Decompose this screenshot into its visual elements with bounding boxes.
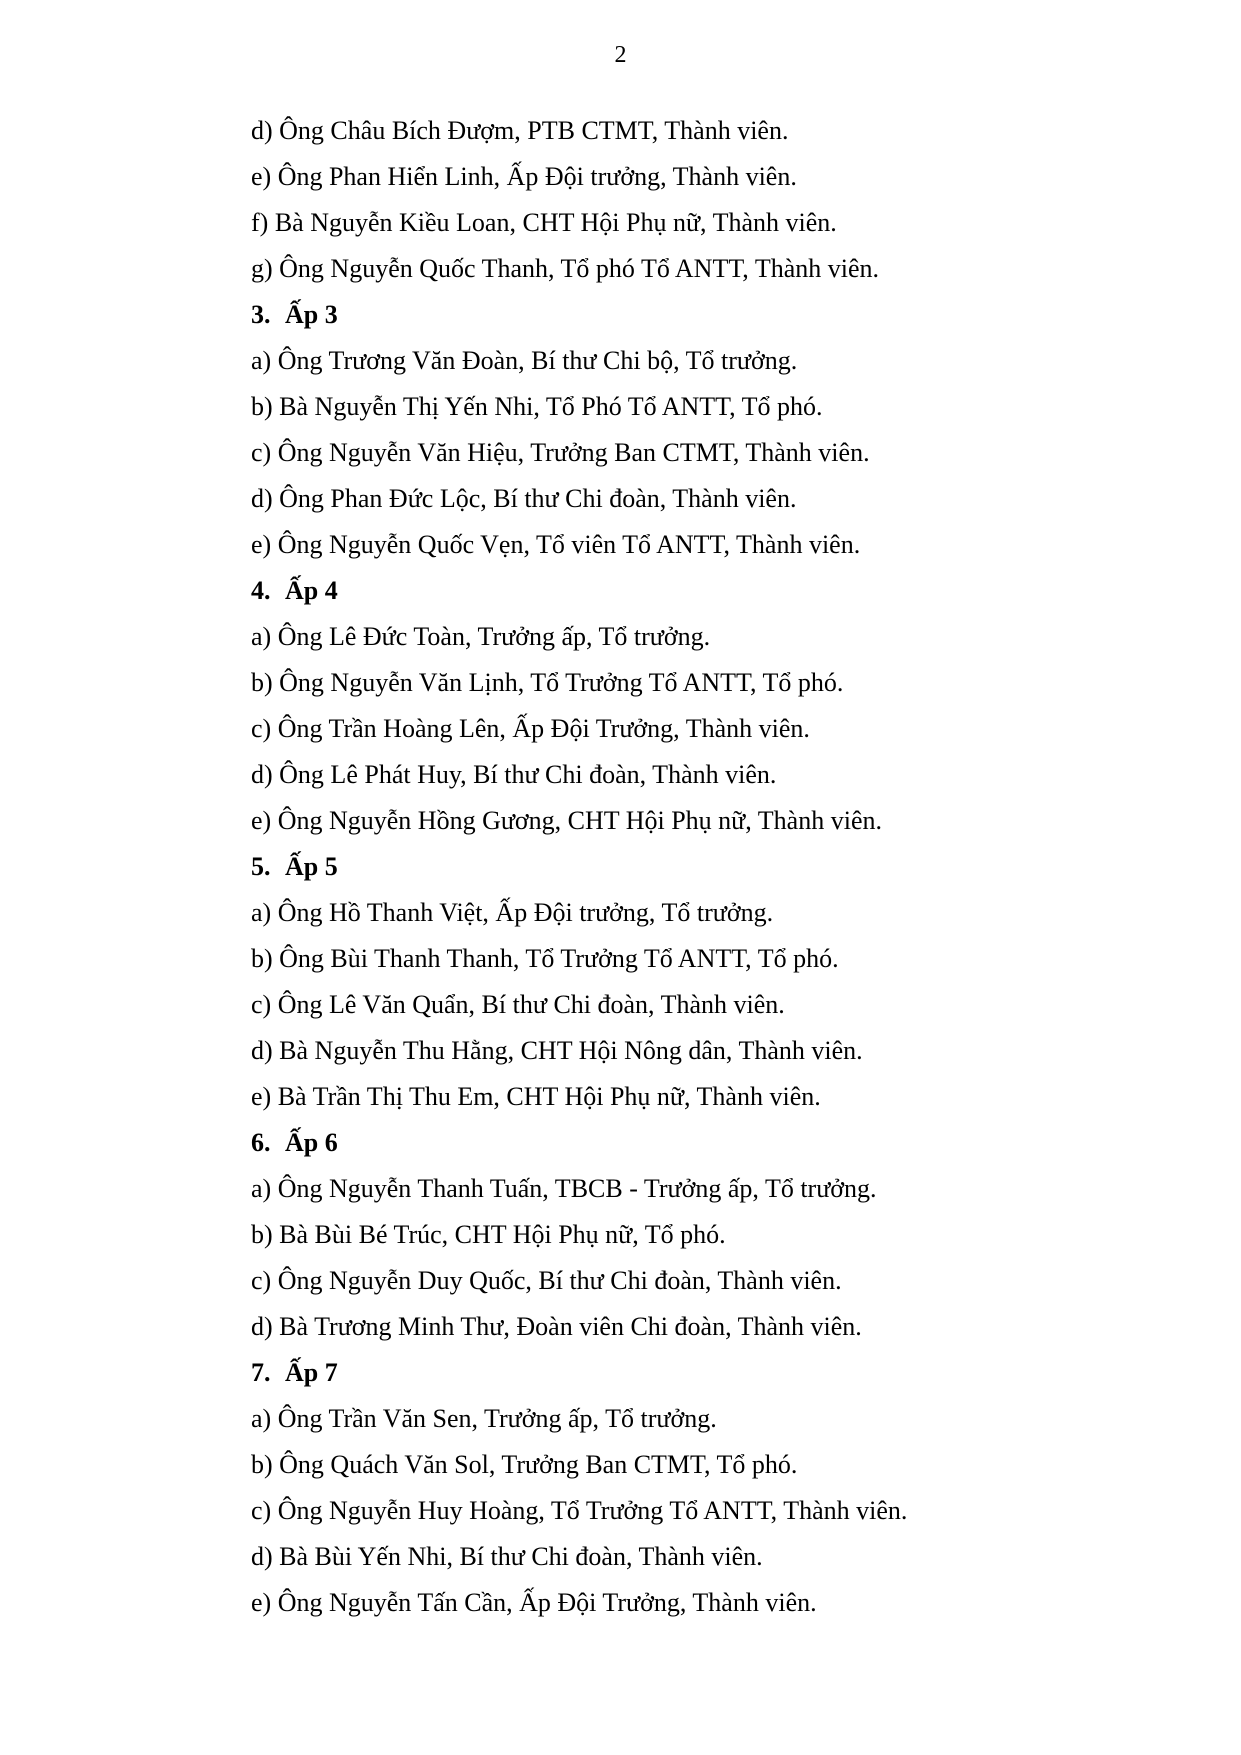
- section-heading: [251, 1128, 1151, 1174]
- list-item: c) Ông Nguyễn Duy Quốc, Bí thư Chi đoàn, Thành viên.: [251, 1266, 842, 1295]
- list-item: b) Bà Bùi Bé Trúc, CHT Hội Phụ nữ, Tổ phó.: [251, 1220, 726, 1249]
- section-heading: [251, 1358, 1151, 1404]
- list-item: c) Ông Nguyễn Huy Hoàng, Tổ Trưởng Tổ ANTT, Thành viên.: [251, 1496, 908, 1525]
- list-item: d) Ông Phan Đức Lộc, Bí thư Chi đoàn, Thành viên.: [251, 484, 797, 513]
- list-item: a) Ông Trương Văn Đoàn, Bí thư Chi bộ, Tổ trưởng.: [251, 346, 798, 375]
- list-item: b) Ông Quách Văn Sol, Trưởng Ban CTMT, Tổ phó.: [251, 1450, 798, 1479]
- list-item: f) Bà Nguyễn Kiều Loan, CHT Hội Phụ nữ, Thành viên.: [251, 208, 837, 237]
- section-number: 5.: [251, 852, 271, 881]
- section-heading: [251, 852, 1151, 898]
- section-title: Ấp 3: [285, 300, 338, 329]
- section-title: Ấp 4: [285, 576, 338, 605]
- list-item: c) Ông Nguyễn Văn Hiệu, Trưởng Ban CTMT, Thành viên.: [251, 438, 870, 467]
- list-item: e) Ông Nguyễn Hồng Gương, CHT Hội Phụ nữ, Thành viên.: [251, 806, 882, 835]
- list-item: c) Ông Trần Hoàng Lên, Ấp Đội Trưởng, Thành viên.: [251, 714, 810, 743]
- list-item: g) Ông Nguyễn Quốc Thanh, Tổ phó Tổ ANTT, Thành viên.: [251, 254, 880, 283]
- list-item: a) Ông Hồ Thanh Việt, Ấp Đội trưởng, Tổ trưởng.: [251, 898, 774, 927]
- list-item: e) Ông Nguyễn Quốc Vẹn, Tổ viên Tổ ANTT, Thành viên.: [251, 530, 861, 559]
- list-item: e) Ông Phan Hiển Linh, Ấp Đội trưởng, Thành viên.: [251, 162, 797, 191]
- section-number: 7.: [251, 1358, 271, 1387]
- section-number: 4.: [251, 576, 271, 605]
- list-item: e) Ông Nguyễn Tấn Cần, Ấp Đội Trưởng, Thành viên.: [251, 1588, 817, 1617]
- section-title: Ấp 5: [285, 852, 338, 881]
- section-title: Ấp 7: [285, 1358, 338, 1387]
- list-item: a) Ông Nguyễn Thanh Tuấn, TBCB - Trưởng ấp, Tổ trưởng.: [251, 1174, 877, 1203]
- list-item: d) Ông Châu Bích Đượm, PTB CTMT, Thành viên.: [251, 116, 789, 145]
- list-item: b) Bà Nguyễn Thị Yến Nhi, Tổ Phó Tổ ANTT, Tổ phó.: [251, 392, 823, 421]
- list-item: d) Bà Trương Minh Thư, Đoàn viên Chi đoàn, Thành viên.: [251, 1312, 862, 1341]
- list-item: e) Bà Trần Thị Thu Em, CHT Hội Phụ nữ, Thành viên.: [251, 1082, 821, 1111]
- section-heading: [251, 300, 1151, 346]
- list-item: d) Ông Lê Phát Huy, Bí thư Chi đoàn, Thành viên.: [251, 760, 777, 789]
- list-item: b) Ông Bùi Thanh Thanh, Tổ Trưởng Tổ ANTT, Tổ phó.: [251, 944, 839, 973]
- page-number: 2: [614, 42, 627, 68]
- section-number: 3.: [251, 300, 271, 329]
- list-item: b) Ông Nguyễn Văn Lịnh, Tổ Trưởng Tổ ANTT, Tổ phó.: [251, 668, 844, 697]
- list-item: d) Bà Nguyễn Thu Hằng, CHT Hội Nông dân, Thành viên.: [251, 1036, 863, 1065]
- section-heading: [251, 576, 1151, 622]
- list-item: a) Ông Lê Đức Toàn, Trưởng ấp, Tổ trưởng.: [251, 622, 711, 651]
- document-body: [251, 116, 1151, 1634]
- section-title: Ấp 6: [285, 1128, 338, 1157]
- list-item: d) Bà Bùi Yến Nhi, Bí thư Chi đoàn, Thành viên.: [251, 1542, 763, 1571]
- list-item: c) Ông Lê Văn Quẩn, Bí thư Chi đoàn, Thành viên.: [251, 990, 785, 1019]
- list-item: a) Ông Trần Văn Sen, Trưởng ấp, Tổ trưởng.: [251, 1404, 717, 1433]
- section-number: 6.: [251, 1128, 271, 1157]
